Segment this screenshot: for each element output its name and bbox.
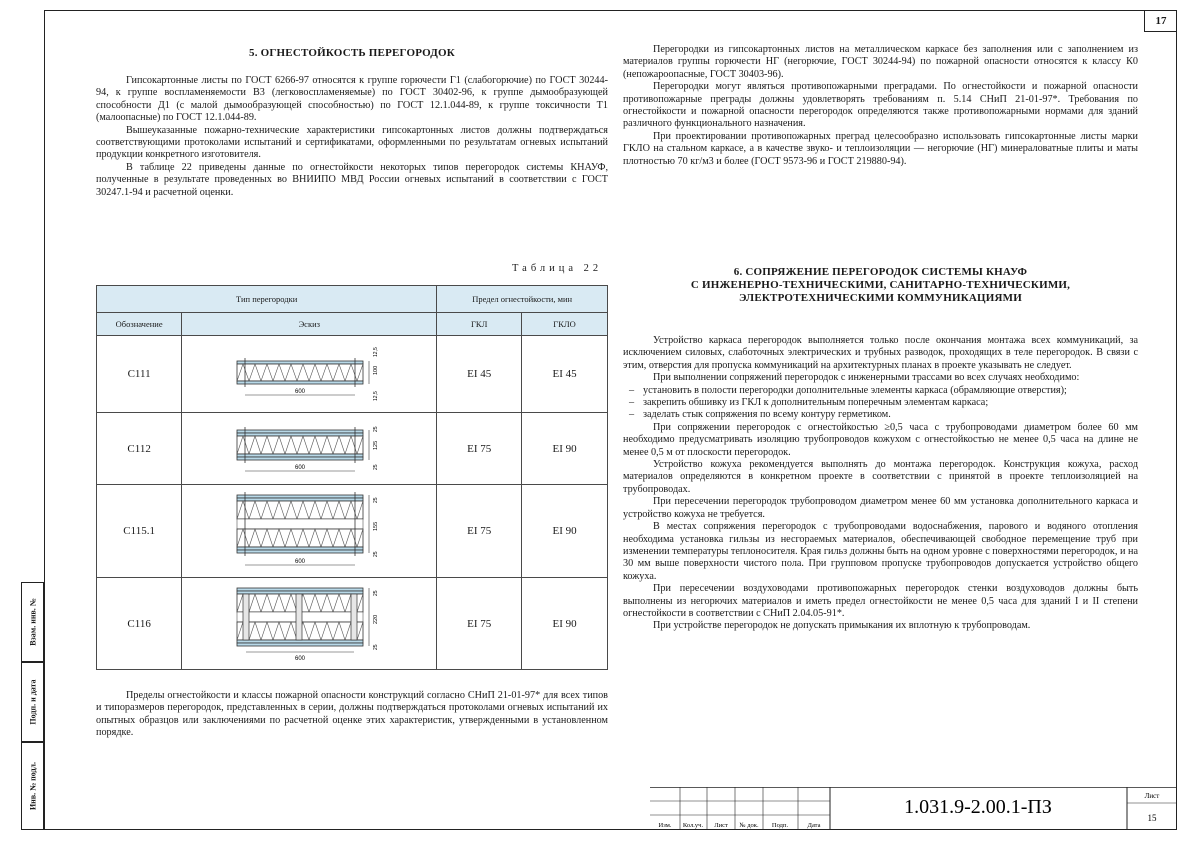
- page-number: 17: [1144, 10, 1177, 32]
- row-gklo: EI 90: [522, 413, 608, 485]
- section6-title-line3: ЭЛЕКТРОТЕХНИЧЕСКИМИ КОММУНИКАЦИЯМИ: [738, 292, 1023, 304]
- section5-footer-text: [96, 690, 608, 740]
- sheet-label: Лист: [1144, 792, 1160, 800]
- side-stamp-inv-dubl: Взам. инв. №: [21, 582, 44, 662]
- side-stamp-sign-date: Подп. и дата: [21, 662, 44, 742]
- stamp-col-data: Дата: [807, 822, 821, 829]
- section6-title-line2: С ИНЖЕНЕРНО-ТЕХНИЧЕСКИМИ, САНИТАРНО-ТЕХНИЧЕСКИМИ,: [690, 279, 1071, 291]
- section6-p3: При сопряжении перегородок с огнестойкостью ≥0,5 часа с трубопроводами диаметром более 60 мм необходимо предусматривать изоляцию трубопроводов кожухом с огнестойкостью не менее 0,5 часа на длине не менее 0,5 м от плоскости перегородок.: [623, 421, 1138, 458]
- row-mark: С112: [97, 413, 182, 485]
- stamp-col-izm: Изм.: [658, 822, 672, 829]
- section5-right-p3: При проектировании противопожарных преград целесообразно использовать гипсокартонные листы марки ГКЛО на стальном каркасе, а в качестве звуко- и теплоизоляции — негорючие (НГ) минераловатные плиты и маты плотностью 70 кг/м3 и более (ГОСТ 9573-96 и ГОСТ 219880-94).: [623, 130, 1138, 167]
- list-item: – заделать стык сопряжения по всему контуру герметиком.: [623, 409, 1138, 421]
- table-row: [97, 336, 608, 413]
- dim-bottom: 25: [373, 551, 380, 557]
- section6-p8: При устройстве перегородок не допускать примыкания их вплотную к трубопроводам.: [653, 620, 1031, 632]
- section5-p2: Вышеуказанные пожарно-технические характеристики гипсокартонных листов должны подтверждаться соответствующими протоколами испытаний и сертификатами, оформленными по результатам огневых испытаний продукции конкретного изготовителя.: [96, 124, 608, 161]
- table22-header-type: Тип перегородки: [97, 286, 437, 313]
- table-row: [97, 413, 608, 485]
- section5-p4: Пределы огнестойкости и классы пожарной опасности конструкций согласно СНиП 21-01-97* для всех типов и типоразмеров перегородок, представленных в серии, должны подтверждаться протоколами огневых испытаний их опытных образцов или заключениями по расчетной оценке этих характеристик, утвержденными в установленном порядке.: [96, 690, 608, 739]
- dim-width: 600: [295, 389, 306, 395]
- section6-text: [623, 335, 1138, 633]
- section5-right-text: [623, 44, 1138, 168]
- dim-top: 25: [373, 425, 380, 432]
- section5-p1: Гипсокартонные листы по ГОСТ 6266-97 относятся к группе горючести Г1 (слабогорючие) по ГОСТ 30244-94, к группе воспламеняемости В3 (легковоспламеняемые) по ГОСТ 30402-96, к группе дымообразующей способности Д1 (с малой дымообразующей способностью) по ГОСТ 12.1.044-89, к группе токсичности Т1 (малоопасные) по ГОСТ 12.1.044-89.: [96, 75, 608, 124]
- section6-p1: Устройство каркаса перегородок выполняется только после окончания монтажа всех коммуникаций, за исключением силовых, слаботочных электрических и трубных разводок, проходящих в теле перегородок. В связи с этим, отверстия для пропуска коммуникаций на архитектурных планах в проекте указывать не следует.: [623, 335, 1138, 371]
- dim-core: 100: [373, 365, 380, 375]
- dim-top: 25: [373, 589, 380, 596]
- title-block: [650, 787, 1177, 830]
- table-row: [97, 578, 608, 670]
- table22-col-sketch: Эскиз: [182, 313, 437, 336]
- section5-text: [96, 75, 608, 199]
- partition-sketch-c112: [182, 413, 437, 485]
- section6-p7: При пересечении воздуховодами противопожарных перегородок стенки воздуховодов должны быть выполнены из негорючих материалов и иметь предел огнестойкости не менее 0,5 часа для зданий I и II степени огнестойкости в соответствии с СНиП 2.04.05-91*.: [623, 583, 1138, 619]
- section5-right-p2: Перегородки могут являться противопожарными преградами. По огнестойкости и пожарной опасности противопожарные преграды должны удовлетворять требованиям п. 5.14 СНиП 21-01-97*. Требования по огнестойкости и пожарной опасности перегородок определяются также противопожарными нормами для зданий различного функционального назначения.: [623, 81, 1138, 130]
- dim-top: 25: [373, 497, 380, 503]
- section5-p3: В таблице 22 приведены данные по огнестойкости некоторых типов перегородок системы КНАУФ, полученные в результате проведенных во ВНИИПО МВД России огневых испытаний в соответствии с ГОСТ 30247.1-94 и расчетной оценки.: [96, 161, 608, 198]
- side-stamp-inv-orig: Инв. № подл.: [21, 742, 44, 830]
- stamp-col-podp: Подп.: [771, 822, 789, 829]
- partition-sketch-c111: [182, 336, 437, 413]
- dim-bottom: 25: [373, 643, 380, 650]
- stamp-col-koluch: Кол.уч.: [682, 822, 704, 829]
- list-item: – закрепить обшивку из ГКЛ к дополнительным поперечным элементам каркаса;: [623, 397, 1138, 409]
- stamp-col-list: Лист: [714, 822, 728, 829]
- dim-core: 220: [373, 614, 380, 624]
- dim-top: 12,5: [373, 347, 380, 357]
- table-row: [97, 485, 608, 578]
- partition-sketch-c115-1: [182, 485, 437, 578]
- table22: [96, 285, 608, 670]
- list-item: – установить в полости перегородки дополнительные элементы каркаса (обрамляющие отверстия);: [623, 385, 1138, 397]
- table22-caption: Таблица 22: [512, 263, 603, 274]
- section5-right-p1: Перегородки из гипсокартонных листов на металлическом каркасе без заполнения или с заполнением из материалов группы горючести НГ (негорючие, ГОСТ 30244-94) по пожарной опасности относятся к классу К0 (непожароопасные, ГОСТ 30403-96).: [623, 44, 1138, 80]
- section6-p5: При пересечении перегородок трубопроводом диаметром менее 60 мм установка дополнительного каркаса и устройство кожуха не требуется.: [623, 496, 1138, 520]
- dim-bottom: 25: [373, 463, 380, 470]
- dim-core: 125: [373, 440, 380, 450]
- section6-p2: При выполнении сопряжений перегородок с инженерными трассами во всех случаях необходимо:: [653, 372, 1080, 384]
- row-mark: С115.1: [97, 485, 182, 578]
- document-code: 1.031.9-2.00.1-ПЗ: [904, 796, 1052, 818]
- row-gkl: EI 45: [437, 336, 522, 413]
- dim-width: 600: [295, 655, 306, 662]
- sheet-number: 15: [1147, 813, 1157, 823]
- table22-col-gkl: ГКЛ: [437, 313, 522, 336]
- section6-title: [623, 266, 1138, 305]
- stamp-col-ndok: № док.: [739, 822, 759, 829]
- partition-sketch-c116: [182, 578, 437, 670]
- row-gklo: EI 90: [522, 578, 608, 670]
- dim-width: 600: [295, 559, 306, 565]
- dim-width: 600: [295, 464, 306, 471]
- table22-col-gklo: ГКЛО: [522, 313, 608, 336]
- row-gkl: EI 75: [437, 578, 522, 670]
- section6-p6: В местах сопряжения перегородок с трубопроводами водоснабжения, парового и водяного отопления необходима установка гильзы из несгораемых материалов, обеспечивающей свободное перемещение труб при изменении температуры теплоносителя. Края гильз должны быть на одном уровне с поверхностями перегородок, и на 30 мм выше поверхности чистого пола. При групповом пропуске трубопроводов допускается устройство общего кожуха.: [623, 521, 1138, 582]
- row-gkl: EI 75: [437, 485, 522, 578]
- row-gklo: EI 90: [522, 485, 608, 578]
- table22-header-limit: Предел огнестойкости, мин: [437, 286, 608, 313]
- table22-col-mark: Обозначение: [97, 313, 182, 336]
- row-gklo: EI 45: [522, 336, 608, 413]
- dim-bottom: 12,5: [373, 391, 380, 401]
- section5-title: 5. ОГНЕСТОЙКОСТЬ ПЕРЕГОРОДОК: [249, 47, 455, 59]
- row-mark: С116: [97, 578, 182, 670]
- row-gkl: EI 75: [437, 413, 522, 485]
- row-mark: С111: [97, 336, 182, 413]
- section6-p4: Устройство кожуха рекомендуется выполнять до монтажа перегородок. Конструкция кожуха, расход материалов определяются в конкретном проекте в соответствии с принятой в проекте теплоизоляцией на трубопроводах.: [623, 459, 1138, 495]
- section6-title-line1: 6. СОПРЯЖЕНИЕ ПЕРЕГОРОДОК СИСТЕМЫ КНАУФ: [733, 266, 1028, 278]
- dim-core: 155: [373, 521, 380, 531]
